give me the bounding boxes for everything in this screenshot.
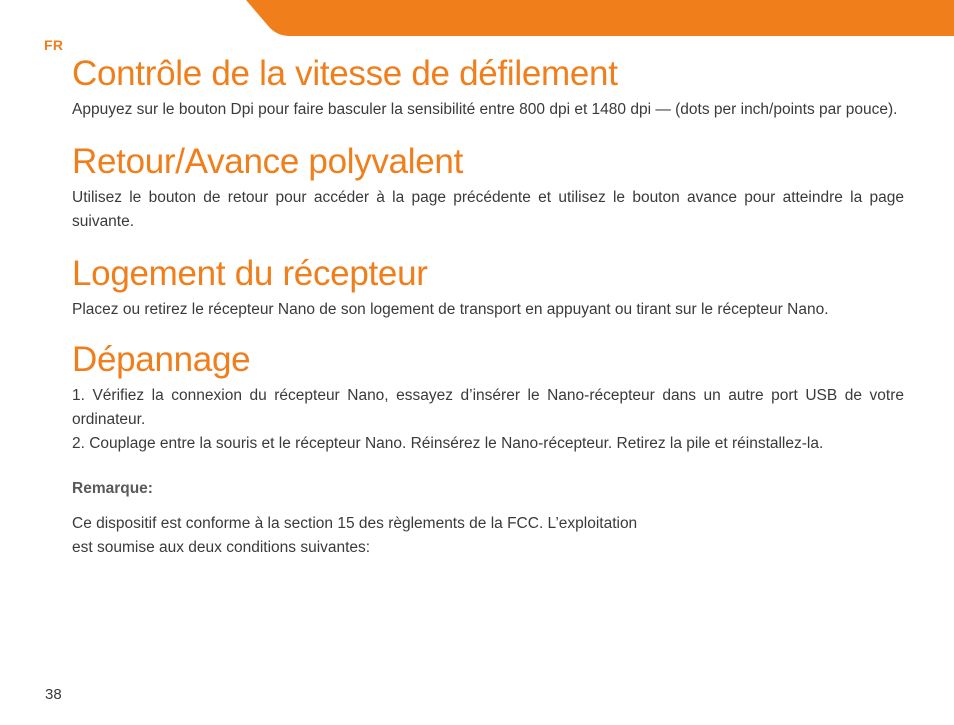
troubleshooting-steps bbox=[72, 384, 904, 456]
section-body: Utilisez le bouton de retour pour accéder à la page précédente et utilisez le bouton avance pour atteindre la page suivante. bbox=[72, 189, 904, 230]
troubleshooting-step: 1. Vérifiez la connexion du récepteur Nano, essayez d’insérer le Nano-récepteur dans un autre port USB de votre ordinateur. bbox=[72, 387, 904, 428]
note-body bbox=[72, 512, 772, 560]
section-body: Placez ou retirez le récepteur Nano de son logement de transport en appuyant ou tirant sur le récepteur Nano. bbox=[72, 301, 829, 318]
section-scroll-speed bbox=[72, 52, 904, 122]
page-number: 38 bbox=[45, 686, 62, 703]
section-title: Contrôle de la vitesse de défilement bbox=[72, 54, 618, 93]
section-back-forward bbox=[72, 140, 904, 234]
accent-band-shape bbox=[246, 0, 954, 36]
section-title: Dépannage bbox=[72, 340, 251, 379]
section-title: Retour/Avance polyvalent bbox=[72, 142, 464, 181]
note-line: est soumise aux deux conditions suivantes: bbox=[72, 539, 371, 556]
section-receiver-storage bbox=[72, 252, 904, 322]
note-line: Ce dispositif est conforme à la section 15 des règlements de la FCC. L’exploitation bbox=[72, 515, 638, 532]
note-section bbox=[72, 478, 904, 560]
section-troubleshooting bbox=[72, 338, 904, 456]
troubleshooting-step: 2. Couplage entre la souris et le récepteur Nano. Réinsérez le Nano-récepteur. Retirez la pile et réinstallez-la. bbox=[72, 435, 824, 452]
language-tag: FR bbox=[44, 37, 64, 53]
section-body: Appuyez sur le bouton Dpi pour faire basculer la sensibilité entre 800 dpi et 1480 dpi — (dots per inch/points par pouce). bbox=[72, 101, 898, 118]
section-title: Logement du récepteur bbox=[72, 254, 428, 293]
page-content bbox=[72, 52, 904, 560]
note-heading: Remarque: bbox=[72, 480, 153, 497]
header-accent-band bbox=[246, 0, 954, 36]
